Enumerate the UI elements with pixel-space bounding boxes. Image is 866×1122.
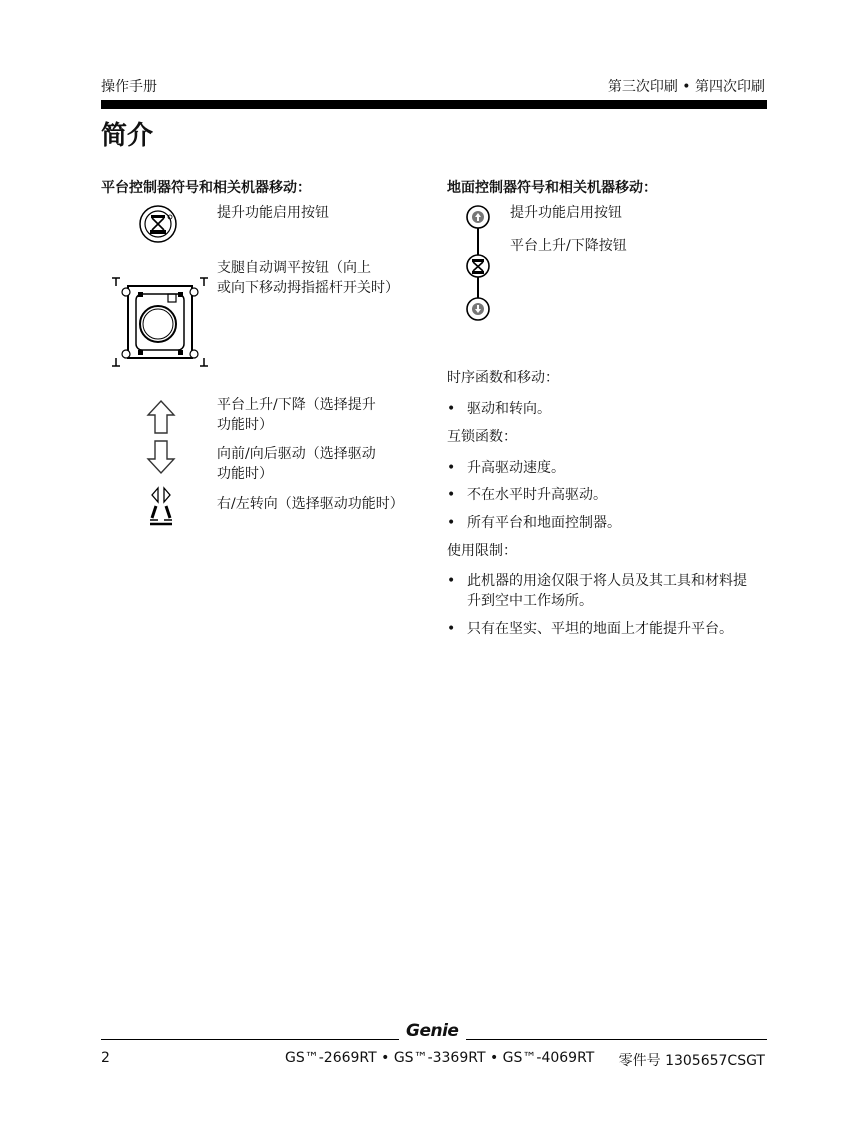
- steer-icon: [146, 486, 176, 526]
- ground-control-icon: [464, 204, 494, 324]
- arrow-down-icon: [147, 440, 175, 474]
- right-heading: 地面控制器符号和相关机器移动：: [447, 180, 657, 196]
- footer-rule-left: [101, 1039, 399, 1040]
- left-item-2-text: 支腿自动调平按钮（向上 或向下移动拇指摇杆开关时）: [217, 260, 399, 296]
- usage-bullet-2: • 只有在坚实、平坦的地面上才能提升平台。: [447, 621, 733, 637]
- interlock-bullet-3: • 所有平台和地面控制器。: [447, 515, 621, 531]
- header-right: 第三次印刷 • 第四次印刷: [607, 79, 765, 95]
- header-left: 操作手册: [101, 79, 157, 95]
- lift-enable-button-icon: [138, 204, 182, 244]
- left-item-3-text: 平台上升/下降（选择提升 功能时）: [217, 397, 376, 433]
- left-heading: 平台控制器符号和相关机器移动：: [101, 180, 311, 196]
- genie-logo: Genie: [406, 1021, 459, 1041]
- left-item-5-text: 右/左转向（选择驱动功能时）: [217, 496, 404, 512]
- left-item-4-text: 向前/向后驱动（选择驱动 功能时）: [217, 446, 376, 482]
- page-title: 简介: [101, 121, 154, 151]
- timing-bullet-1: • 驱动和转向。: [447, 401, 551, 417]
- footer-rule-right: [466, 1039, 767, 1040]
- arrow-up-icon: [147, 400, 175, 434]
- interlock-bullet-1: • 升高驱动速度。: [447, 460, 565, 476]
- footer-models: GS™-2669RT • GS™-3369RT • GS™-4069RT: [285, 1050, 595, 1066]
- right-item-1-text: 提升功能启用按钮: [510, 205, 622, 221]
- footer-part-number: 零件号 1305657CSGT: [618, 1053, 765, 1069]
- usage-bullet-1: • 此机器的用途仅限于将人员及其工具和材料提 升到空中工作场所。: [447, 573, 747, 609]
- page-number: 2: [101, 1050, 110, 1066]
- left-item-1-text: 提升功能启用按钮: [217, 205, 329, 221]
- header-rule: [101, 100, 767, 109]
- right-item-2-text: 平台上升/下降按钮: [510, 238, 627, 254]
- outrigger-auto-level-icon: [108, 274, 212, 370]
- interlock-bullet-2: • 不在水平时升高驱动。: [447, 487, 607, 503]
- timing-heading: 时序函数和移动：: [447, 370, 559, 386]
- usage-heading: 使用限制：: [447, 543, 517, 559]
- interlock-heading: 互锁函数：: [447, 429, 517, 445]
